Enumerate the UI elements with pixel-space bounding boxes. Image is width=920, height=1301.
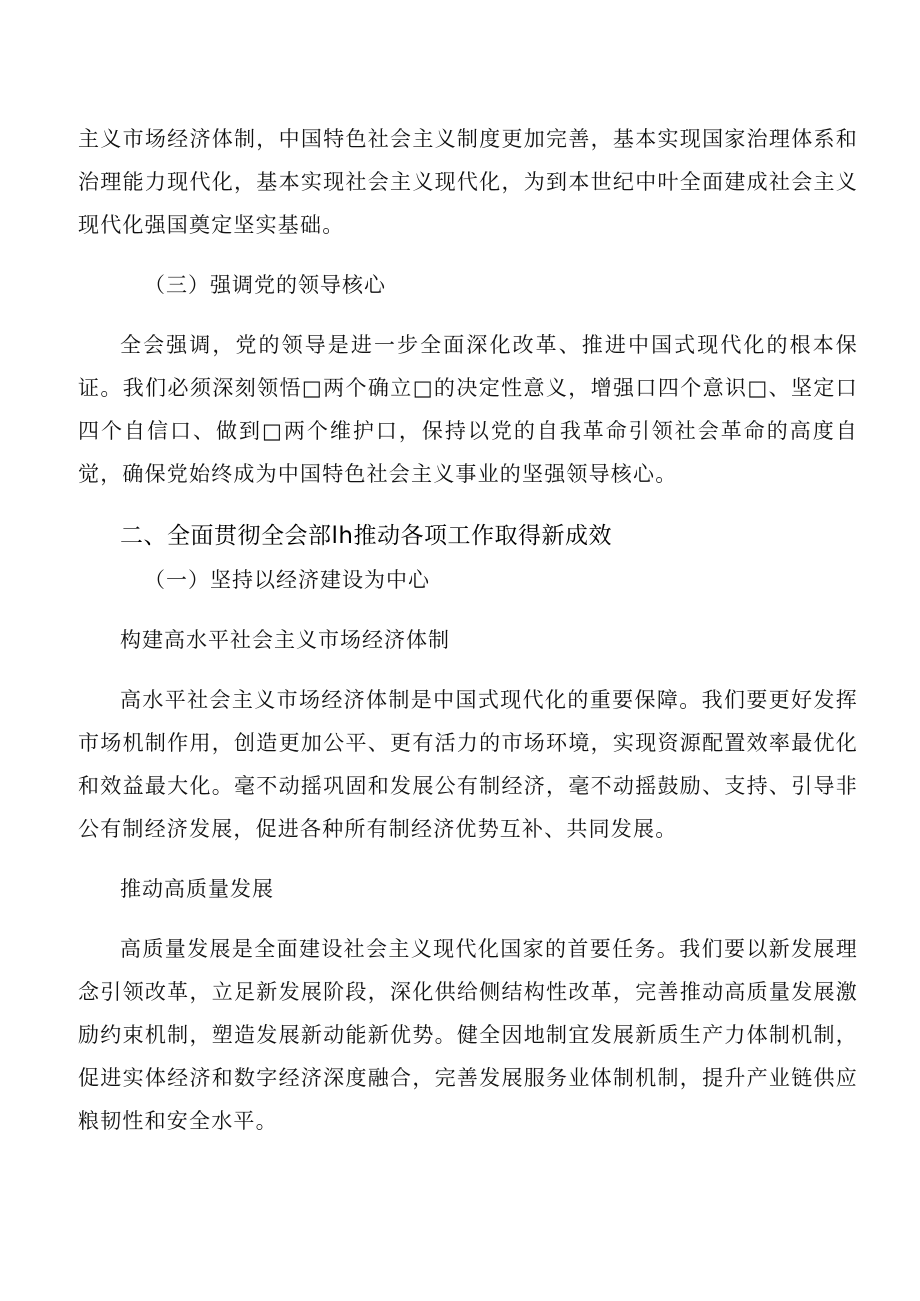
topic-high-quality-development: 推动高质量发展 xyxy=(120,877,274,901)
subheading-leadership-core: （三）强调党的领导核心 xyxy=(144,273,386,297)
paragraph-high-quality-development: 高质量发展是全面建设社会主义现代化国家的首要任务。我们要以新发展理念引领改革，立足新发展阶段，深化供给侧结构性改革，完善推动高质量发展激励约束机制，塑造发展新动能新优势。健全因地制宜发展新质生产力体制机制，促进实体经济和数字经济深度融合，完善发展服务业体制机制，提升产业链供应粮韧性和安全水平。 xyxy=(78,937,858,1133)
paragraph-intro-continuation: 主义市场经济体制，中国特色社会主义制度更加完善，基本实现国家治理体系和治理能力现代化，基本实现社会主义现代化，为到本世纪中叶全面建成社会主义现代化强国奠定坚实基础。 xyxy=(78,127,858,237)
document-page xyxy=(78,118,858,1143)
paragraph-party-leadership: 全会强调，党的领导是进一步全面深化改革、推进中国式现代化的根本保证。我们必须深刻领悟□两个确立□的决定性意义，增强口四个意识□、坚定口四个自信口、做到□两个维护口，保持以党的自我革命引领社会革命的高度自觉，确保党始终成为中国特色社会主义事业的坚强领导核心。 xyxy=(78,333,858,486)
section-heading-2: 二、全面贯彻全会部lh推动各项工作取得新成效 xyxy=(120,523,612,549)
subheading-economic-center: （一）坚持以经济建设为中心 xyxy=(144,568,430,592)
topic-market-economy: 构建高水平社会主义市场经济体制 xyxy=(120,628,450,652)
paragraph-market-economy: 高水平社会主义市场经济体制是中国式现代化的重要保障。我们要更好发挥市场机制作用，创造更加公平、更有活力的市场环境，实现资源配置效率最优化和效益最大化。毫不动摇巩固和发展公有制经济，毫不动摇鼓励、支持、引导非公有制经济发展，促进各种所有制经济优势互补、共同发展。 xyxy=(78,688,858,841)
